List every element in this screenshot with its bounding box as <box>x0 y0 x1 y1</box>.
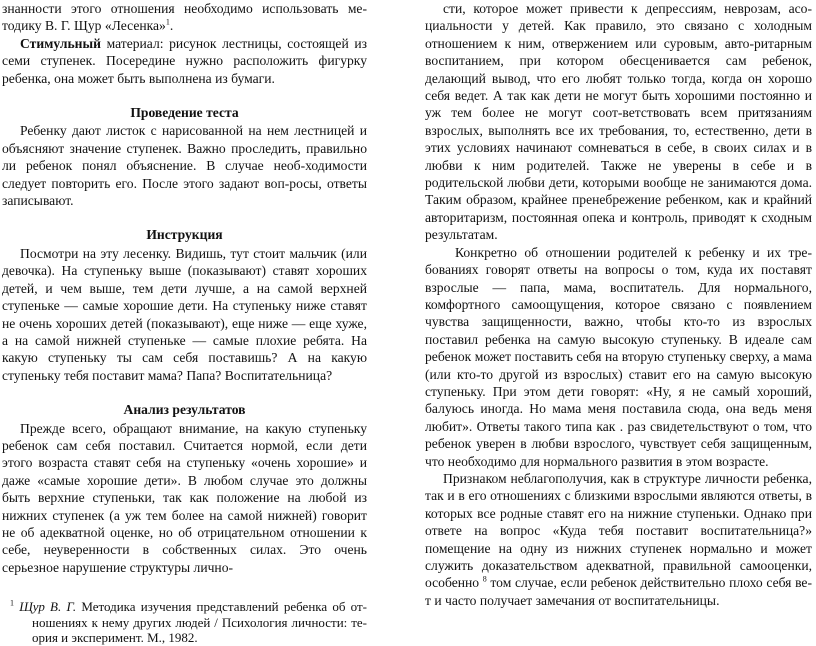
paragraph-continuation-right: сти, которое может привести к депрессиям, неврозам, асо-циальности у детей. Как правило, это связано с холодным отношением к ним, отвержением или суровым, авто-ритарным воспитанием, при котором обесценивается сам ребенок, делающий вывод, что его любят только тогда, когда он хорошо себя ведет. А так как дети не могут быть хорошими постоянно и уж тем более не могут соот-ветствовать всем притязаниям взрослых, выполнять все их требования, то, естественно, дети в этих условиях начинают сомневаться в себе, в своих силах и в любви к ним родителей. Также не уверены в себе и в родительской любви дети, которыми вообще не занимаются дома. Таким образом, крайнее пренебрежение ребенком, как и крайний авторитаризм, постоянная опека и контроль, приводят к сходным результатам. <box>425 1 812 243</box>
paragraph-continuation <box>2 0 367 35</box>
right-column <box>425 0 812 609</box>
sign-paragraph <box>425 470 812 609</box>
sign-text-b: том случае, если ребенок действительно плохо себя ве-т и часто получает замечания от воспитательницы. <box>425 575 812 608</box>
footnote-mark: 1 <box>10 598 14 608</box>
heading-instruction: Инструкция <box>146 227 223 243</box>
sign-text-a: Признаком неблагополучия, как в структуре личности ребенка, так и в его отношениях с близкими взрослыми являются ответы, в которых все родные ставят его на нижние ступеньки. Однако при ответе на вопрос «Куда тебя поставит воспитательница?» помещение на одну из нижних ступенек нормально и может служить доказательством адекватной, правильной самооценки, особенно <box>425 470 812 591</box>
footnote <box>2 599 367 646</box>
test-paragraph: Ребенку дают листок с нарисованной на нем лестницей и объясняют значение ступенек. Важно проследить, правильно ли ребенок понял объяснение. В случае необ-ходимости следует повторить его. После этого задают воп-росы, ответы записывают. <box>2 123 367 209</box>
stimulus-text: материал: рисунок лестницы, состоящей из семи ступенек. Посередине нужно расположить фигурку ребенка, она может быть выполнена из бумаги. <box>2 35 367 86</box>
paragraph-text: знанности этого отношения необходимо использовать ме-тодику В. Г. Щур «Лесенка» <box>2 1 367 34</box>
heading-test: Проведение теста <box>130 105 239 121</box>
heading-analysis: Анализ результатов <box>123 402 246 418</box>
stimulus-lead: Стимульный <box>20 35 101 51</box>
footnote-reference: 1 <box>165 17 170 27</box>
stimulus-paragraph <box>2 35 367 87</box>
instruction-paragraph: Посмотри на эту лесенку. Видишь, тут стоит мальчик (или девочка). На ступеньку выше (показывают) ставят хороших детей, и чем выше, тем дети лучше, а на самой верхней ступеньке — самые хорошие дети. На ступеньку ниже ставят не очень хороших детей (показывают), еще ниже — еще хуже, а на самой нижней ступеньке — самые плохие ребята. На какую ступеньку ты сам себя поставишь? А на какую ступеньку тебя поставит мама? Папа? Воспитательница? <box>2 245 367 383</box>
parents-paragraph: Конкретно об отношении родителей к ребенку и их тре-бованиях говорят ответы на вопросы о том, куда их поставят взрослые — папа, мама, воспитатель. Для нормального, комфортного самоощущения, которое связано с появлением чувства защищенности, важно, чтобы кто-то из взрослых поставил ребенка на самую высокую ступеньку. В идеале сам ребенок может поставить себя на вторую ступеньку сверху, а мама (или кто-то другой из взрослых) ставит его на самую высокую ступеньку. При этом дети говорят: «Ну, я не самый хороший, балуюсь иногда. Но мама меня поставила сюда, она ведь меня любит». Ответы такого типа как . раз свидетельствуют о том, что ребенок уверен в любви взрослого, чувствует себя защищенным, что необходимо для нормального развития в этом возрасте. <box>425 244 812 469</box>
footnote-text: Методика изучения представлений ребенка об от-ношениях к нему других людей / Психология личности: те-ория и эксперимент. М., 1982. <box>32 599 368 646</box>
left-column <box>2 0 367 646</box>
stray-mark: 8 <box>482 574 487 584</box>
footnote-separator <box>2 576 367 593</box>
footnote-author: Щур В. Г. <box>19 599 77 615</box>
paragraph-end: . <box>169 18 174 34</box>
analysis-paragraph: Прежде всего, обращают внимание, на какую ступеньку ребенок сам себя поставил. Считается нормой, если дети этого возраста ставят себя на ступеньку «очень хорошие» и даже «самые хорошие дети». В любом случае это должны быть верхние ступеньки, так как положение на любой из нижних ступенек (а уж тем более на самой нижней) говорит не об адекватной оценке, но об отрицательном отношении к себе, неуверенности в собственных силах. Это очень серьезное нарушение структуры лично- <box>2 420 367 575</box>
